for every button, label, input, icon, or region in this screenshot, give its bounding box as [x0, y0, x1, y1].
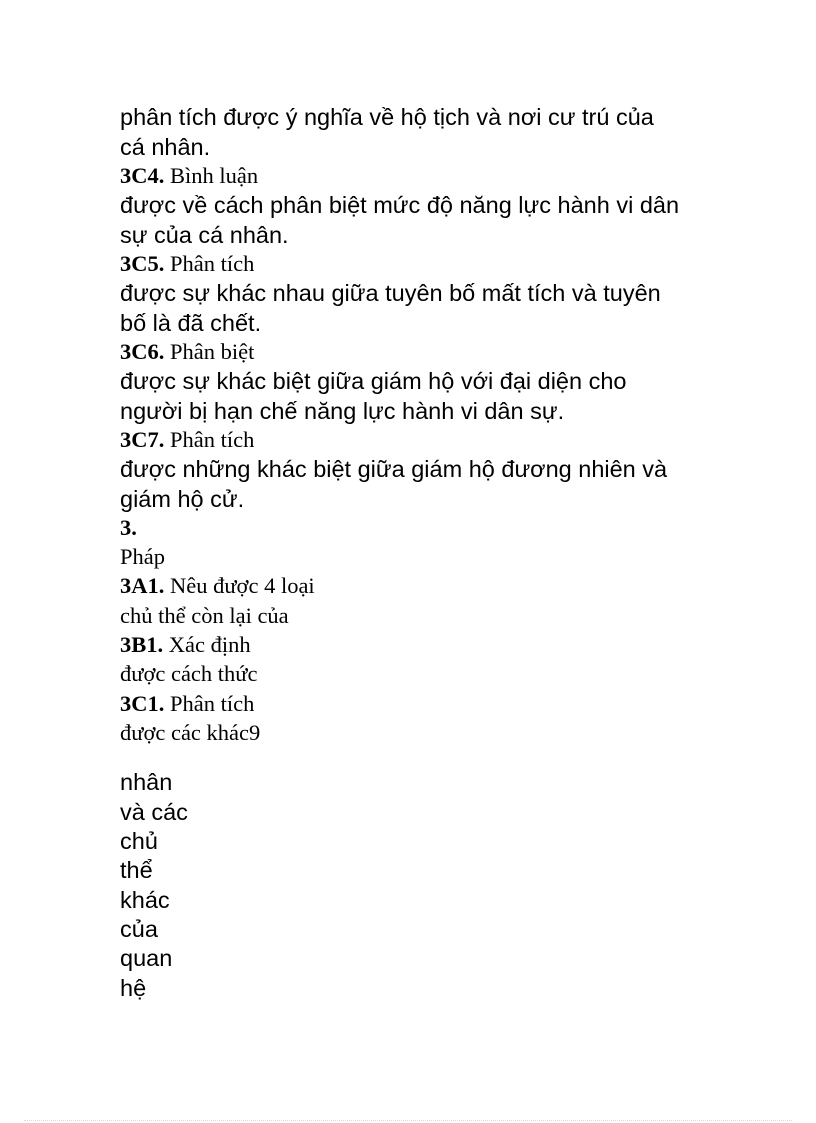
item-code: 3C5.	[120, 251, 165, 276]
item-text: Bình luận	[164, 163, 259, 188]
word-column-line: nhân	[120, 769, 173, 795]
section-number: 3.	[120, 515, 137, 540]
item-code: 3C1.	[120, 691, 165, 716]
item-text: Nêu được 4 loại	[164, 573, 315, 598]
item-3a1-continuation: chủ thể còn lại của	[120, 603, 289, 628]
item-3b1	[120, 634, 251, 657]
word-column-line: khác	[120, 887, 170, 913]
item-3c1	[120, 693, 254, 716]
item-code: 3A1.	[120, 573, 165, 598]
word-column-line: chủ	[120, 828, 158, 854]
paragraph-line: bố là đã chết.	[120, 310, 262, 336]
paragraph-line: được về cách phân biệt mức độ năng lực hành vi dân	[120, 192, 680, 218]
item-3c7	[120, 429, 254, 452]
item-3c5	[120, 253, 254, 276]
item-text: Phân tích	[164, 251, 255, 276]
section-title: Pháp	[120, 544, 165, 569]
paragraph-line: giám hộ cử.	[120, 486, 245, 512]
paragraph-line: cá nhân.	[120, 134, 211, 160]
paragraph-line: được sự khác nhau giữa tuyên bố mất tích và tuyên	[120, 280, 661, 306]
item-text: Xác định	[163, 632, 251, 657]
item-3c6	[120, 341, 254, 364]
word-column-line: và các	[120, 799, 188, 825]
item-3a1	[120, 575, 315, 598]
paragraph-line: sự của cá nhân.	[120, 222, 289, 248]
item-3c1-continuation: được các khác9	[120, 720, 261, 745]
paragraph-line: được những khác biệt giữa giám hộ đương nhiên và	[120, 456, 668, 482]
word-column-line: thể	[120, 857, 153, 883]
item-text: Phân tích	[164, 691, 255, 716]
item-3c4	[120, 165, 258, 188]
word-column-line: quan	[120, 945, 173, 971]
item-code: 3C7.	[120, 427, 165, 452]
paragraph-line: được sự khác biệt giữa giám hộ với đại diện cho	[120, 368, 627, 394]
item-code: 3C6.	[120, 339, 165, 364]
item-code: 3B1.	[120, 632, 164, 657]
paragraph-line: người bị hạn chế năng lực hành vi dân sự.	[120, 398, 565, 424]
word-column-line: hệ	[120, 975, 147, 1001]
paragraph-line: phân tích được ý nghĩa về hộ tịch và nơi cư trú của	[120, 104, 654, 130]
item-code: 3C4.	[120, 163, 165, 188]
word-column-line: của	[120, 916, 158, 942]
page-bottom-rule	[24, 1120, 792, 1121]
item-3b1-continuation: được cách thức	[120, 661, 258, 686]
item-text: Phân tích	[164, 427, 255, 452]
item-text: Phân biệt	[164, 339, 255, 364]
